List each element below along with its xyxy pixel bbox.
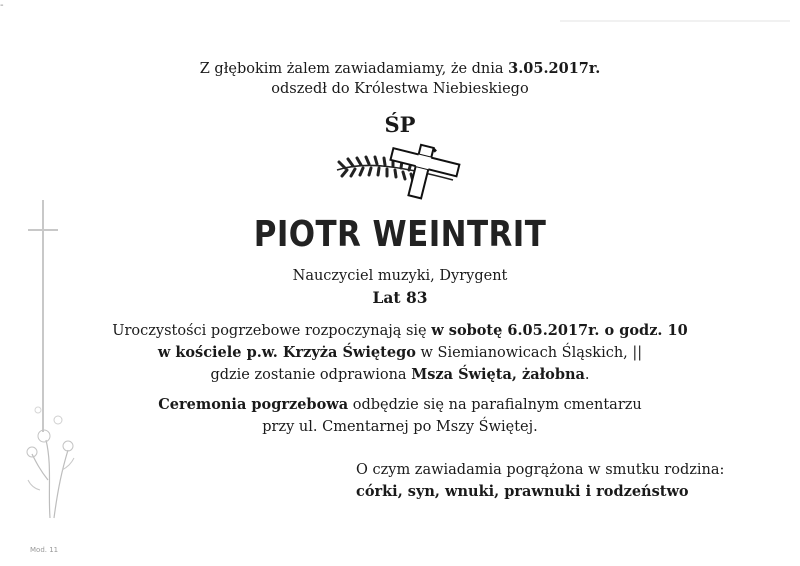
ceremony-date-time: w sobotę 6.05.2017r. o godz. 10 bbox=[431, 322, 688, 339]
church-name: w kościele p.w. Krzyża Świętego bbox=[157, 344, 416, 361]
ceremony-line-4 bbox=[0, 396, 800, 414]
decorative-flowers-icon bbox=[18, 370, 88, 520]
profession: Nauczyciel muzyki, Dyrygent bbox=[292, 268, 508, 284]
mass-text: gdzie zostanie odprawiona bbox=[210, 367, 412, 383]
sp-heading: ŚP bbox=[384, 112, 416, 137]
scan-artifact bbox=[560, 20, 790, 22]
death-date: 3.05.2017r. bbox=[508, 60, 601, 77]
mass-type: Msza Święta, żałobna bbox=[411, 366, 585, 383]
footnote: Mod. 11 bbox=[30, 546, 59, 554]
church-location: w Siemianowicach Śląskich, || bbox=[415, 345, 643, 361]
ceremony-line-2 bbox=[0, 344, 800, 362]
burial-text: odbędzie się na parafialnym cmentarzu bbox=[348, 397, 642, 413]
ceremony-text: Uroczystości pogrzebowe rozpoczynają się bbox=[112, 323, 432, 339]
announcement-line-1 bbox=[0, 60, 800, 78]
announcement-line-2: odszedł do Królestwa Niebieskiego bbox=[271, 81, 529, 97]
announcement-text: Z głębokim żalem zawiadamiamy, że dnia bbox=[199, 61, 509, 77]
ceremony-line-3 bbox=[0, 366, 800, 384]
corner-mark: - bbox=[0, 0, 4, 11]
family-members: córki, syn, wnuki, prawnuki i rodzeństwo bbox=[356, 483, 689, 500]
ceremony-line-5: przy ul. Cmentarnej po Mszy Świętej. bbox=[262, 419, 538, 435]
age: Lat 83 bbox=[372, 288, 428, 307]
mass-end: . bbox=[584, 367, 590, 383]
deceased-name: PIOTR WEINTRIT bbox=[253, 214, 547, 255]
burial-label: Ceremonia pogrzebowa bbox=[158, 396, 349, 413]
ceremony-line-1 bbox=[0, 322, 800, 340]
family-intro: O czym zawiadamia pogrążona w smutku rodzina: bbox=[356, 462, 725, 478]
cross-with-palm-icon bbox=[333, 140, 473, 200]
